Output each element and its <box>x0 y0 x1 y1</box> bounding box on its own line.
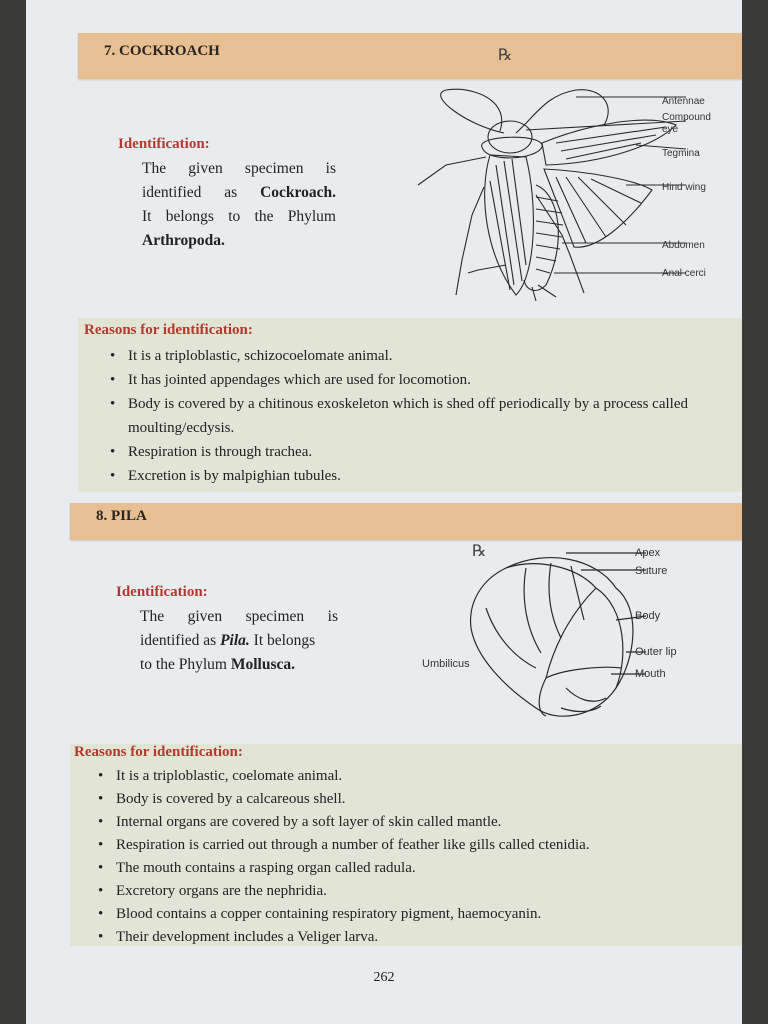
reason-item: • It has jointed appendages which are used for locomotion. <box>106 368 726 392</box>
reasons-list <box>94 765 734 949</box>
identification-text <box>140 605 338 677</box>
reasons-box <box>70 744 742 946</box>
label-umbilicus: Umbilicus <box>422 658 470 670</box>
reason-item: • Excretion is by malpighian tubules. <box>106 464 726 488</box>
page <box>26 0 742 1024</box>
reason-item: • It is a triploblastic, coelomate animal. <box>94 765 734 788</box>
page-number: 262 <box>373 970 395 985</box>
identification-text <box>142 157 336 253</box>
label-antennae: Antennae <box>662 96 705 107</box>
label-compound-eye: Compound <box>662 112 711 123</box>
label-abdomen: Abdomen <box>662 240 705 251</box>
label-anal-cerci: Anal cerci <box>662 268 706 279</box>
reasons-title: Reasons for identification: <box>84 322 253 338</box>
reason-item: • Body is covered by a chitinous exoskeleton which is shed off periodically by a process called moulting/ecdysis. <box>106 392 726 440</box>
id-text: identified as <box>142 184 238 201</box>
id-text: to the Phylum <box>140 656 227 673</box>
id-text: identified as <box>140 632 217 649</box>
reasons-list <box>106 344 726 488</box>
reason-item: • Body is covered by a calcareous shell. <box>94 788 734 811</box>
id-line <box>140 629 338 653</box>
phylum-name: Mollusca. <box>230 656 296 673</box>
label-apex: Apex <box>635 547 661 559</box>
reasons-box <box>78 318 742 492</box>
label-suture: Suture <box>635 565 668 577</box>
id-text: It belongs <box>253 632 316 649</box>
reason-item: • Respiration is through trachea. <box>106 440 726 464</box>
id-line <box>140 653 338 677</box>
specimen-name: Cockroach. <box>260 184 337 201</box>
tick-mark-icon: ℞ <box>498 45 513 64</box>
reason-item: • Blood contains a copper containing respiratory pigment, haemocyanin. <box>94 903 734 926</box>
section-title: 7. COCKROACH <box>104 43 220 59</box>
id-line: The given specimen is <box>140 608 338 625</box>
label-mouth: Mouth <box>635 668 666 680</box>
id-line: The given specimen is <box>142 160 336 177</box>
reason-item: • Excretory organs are the nephridia. <box>94 880 734 903</box>
reason-item: • Internal organs are covered by a soft layer of skin called mantle. <box>94 811 734 834</box>
id-line <box>142 181 336 205</box>
identification-title: Identification: <box>118 136 210 152</box>
section-title: 8. PILA <box>96 508 147 524</box>
phylum-name: Arthropoda. <box>142 232 225 249</box>
reason-item: • The mouth contains a rasping organ called radula. <box>94 857 734 880</box>
label-hind-wing: Hind wing <box>662 182 706 193</box>
label-compound-eye-2: eye <box>662 124 679 135</box>
reason-item: • Their development includes a Veliger larva. <box>94 926 734 949</box>
label-body: Body <box>635 610 661 622</box>
cockroach-diagram <box>386 85 686 305</box>
specimen-name: Pila. <box>220 632 250 649</box>
label-tegmina: Tegmina <box>662 148 700 159</box>
id-line: It belongs to the Phylum <box>142 208 336 225</box>
reasons-title: Reasons for identification: <box>74 744 243 760</box>
label-outer-lip: Outer lip <box>635 646 677 658</box>
pila-shell-diagram <box>466 548 646 728</box>
identification-title: Identification: <box>116 584 208 600</box>
tick-mark-icon: ℞ <box>472 541 487 560</box>
reason-item: • Respiration is carried out through a number of feather like gills called ctenidia. <box>94 834 734 857</box>
reason-item: • It is a triploblastic, schizocoelomate animal. <box>106 344 726 368</box>
section-header-cockroach <box>78 33 742 79</box>
section-header-pila <box>70 503 742 540</box>
